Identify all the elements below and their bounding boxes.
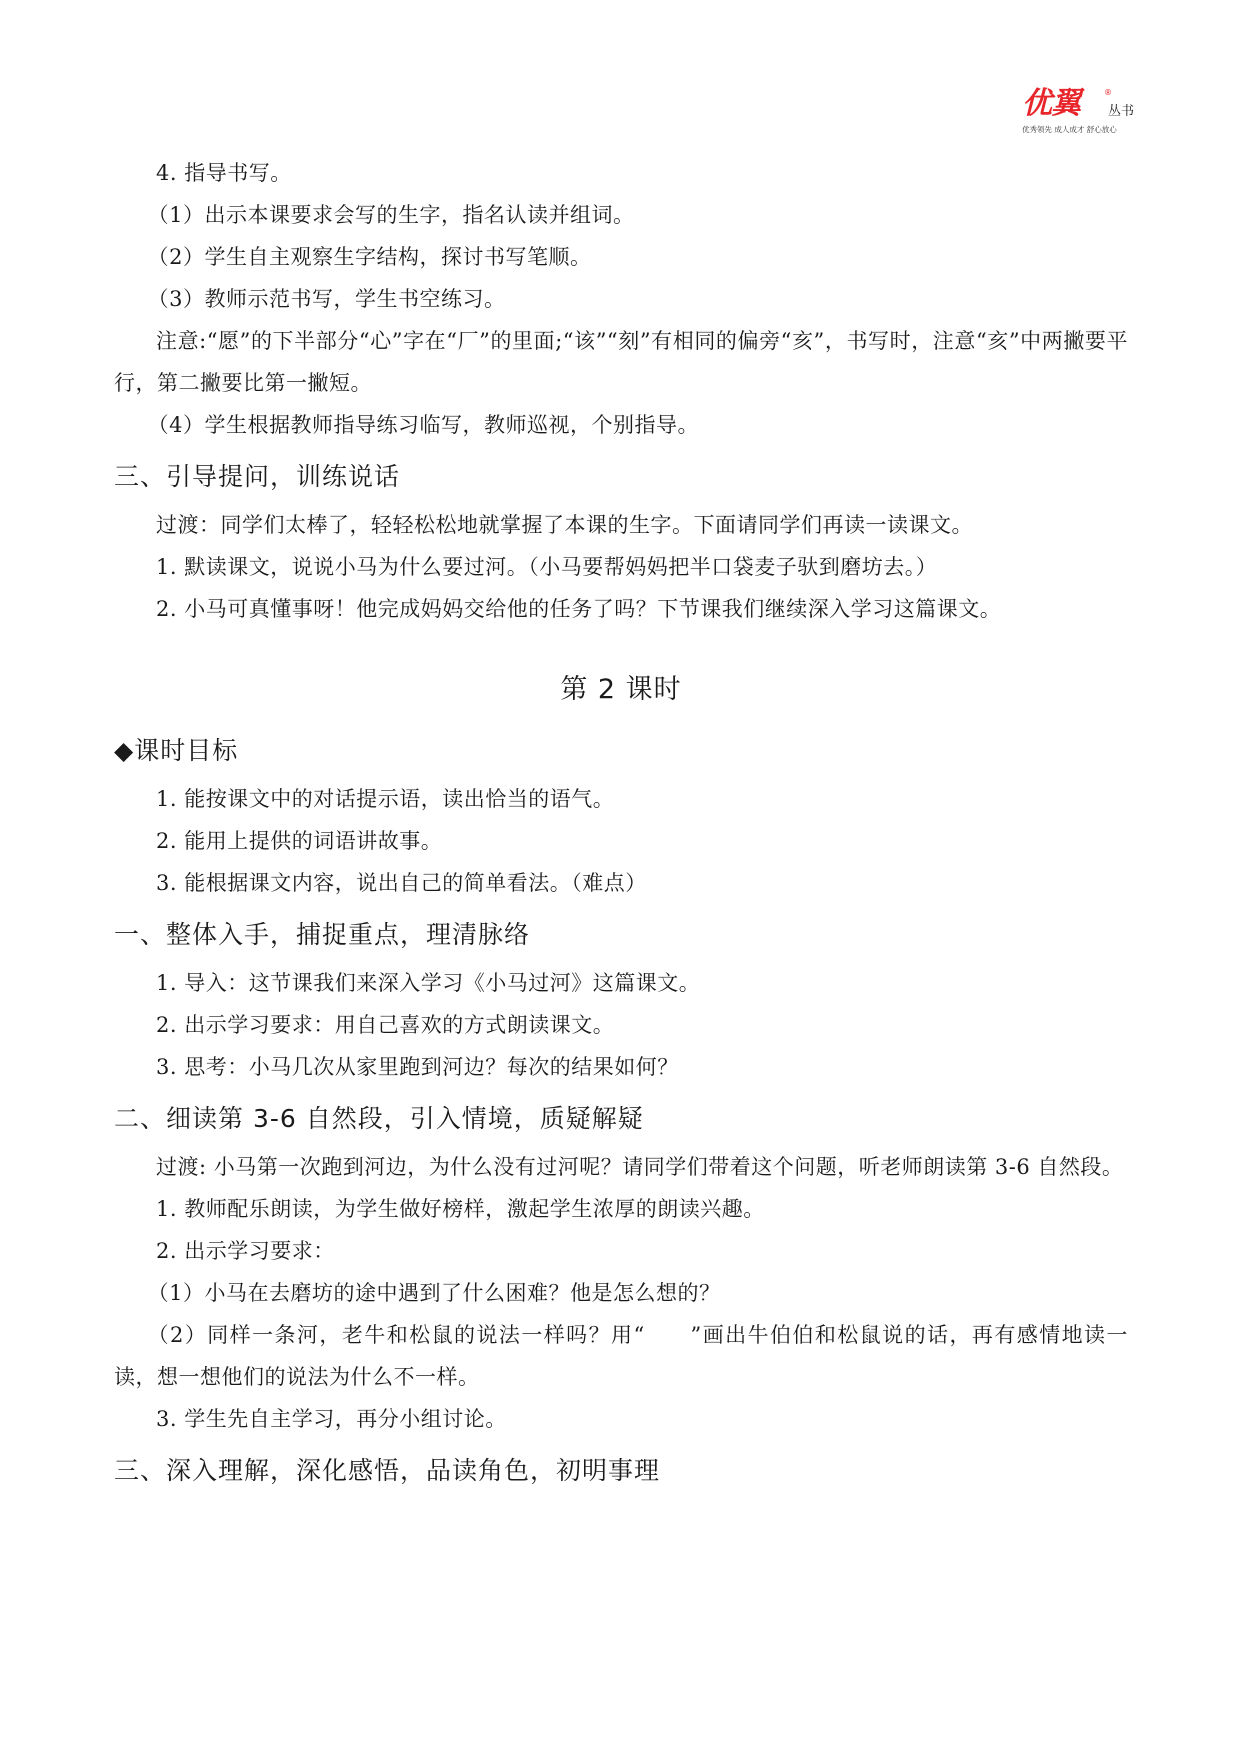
list-item: 3. 学生先自主学习，再分小组讨论。 <box>156 1407 507 1431</box>
goal-item: 3. 能根据课文内容，说出自己的简单看法。（难点） <box>156 871 647 895</box>
logo-slogan: 优秀领先 成人成才 舒心放心 <box>1022 125 1117 134</box>
logo-series: 丛书 <box>1108 104 1135 119</box>
document-body <box>114 152 1128 1498</box>
section-heading-guided-questions: 三、引导提问，训练说话 <box>114 462 401 491</box>
list-sub-item: （1）小马在去磨坊的途中遇到了什么困难？他是怎么想的？ <box>147 1281 721 1305</box>
list-item: 2. 出示学习要求： <box>156 1239 335 1263</box>
logo-brand: 优翼 <box>1022 86 1080 121</box>
writing-guide-sub-2: （2）学生自主观察生字结构，探讨书写笔顺。 <box>147 245 592 269</box>
publisher-logo <box>1022 88 1142 136</box>
writing-guide-item: 4. 指导书写。 <box>156 161 292 185</box>
writing-guide-sub-4: （4）学生根据教师指导练习临写，教师巡视，个别指导。 <box>147 413 699 437</box>
list-item: 1. 教师配乐朗读，为学生做好榜样，激起学生浓厚的朗读兴趣。 <box>156 1197 765 1221</box>
section-heading-deep-understanding: 三、深入理解，深化感悟，品读角色，初明事理 <box>114 1456 661 1485</box>
lesson-title: 第 2 课时 <box>560 674 682 705</box>
writing-guide-sub-1: （1）出示本课要求会写的生字，指名认读并组词。 <box>147 203 635 227</box>
writing-note: 注意:“愿”的下半部分“心”字在“厂”的里面;“该”“刻”有相同的偏旁“亥”，书写时，注意“亥”中两撇要平行，第二撇要比第一撇短。 <box>114 329 1128 395</box>
goal-item: 2. 能用上提供的词语讲故事。 <box>156 829 443 853</box>
list-item: 1. 默读课文，说说小马为什么要过河。（小马要帮妈妈把半口袋麦子驮到磨坊去。） <box>156 555 938 579</box>
goal-item: 1. 能按课文中的对话提示语，读出恰当的语气。 <box>156 787 615 811</box>
logo-registered-mark: ® <box>1104 88 1112 97</box>
list-sub-item: （2）同样一条河，老牛和松鼠的说法一样吗？用“ ”画出牛伯伯和松鼠说的话，再有感情地读一读，想一想他们的说法为什么不一样。 <box>114 1323 1128 1389</box>
section-heading-close-reading: 二、细读第 3-6 自然段，引入情境，质疑解疑 <box>114 1104 644 1133</box>
list-item: 2. 小马可真懂事呀！他完成妈妈交给他的任务了吗？下节课我们继续深入学习这篇课文。 <box>156 597 1002 621</box>
section-heading-overview: 一、整体入手，捕捉重点，理清脉络 <box>114 920 531 949</box>
goals-heading: ◆课时目标 <box>114 736 239 765</box>
list-item: 2. 出示学习要求：用自己喜欢的方式朗读课文。 <box>156 1013 615 1037</box>
list-item: 1. 导入：这节课我们来深入学习《小马过河》这篇课文。 <box>156 971 701 995</box>
list-item: 3. 思考：小马几次从家里跑到河边？每次的结果如何？ <box>156 1055 679 1079</box>
transition-text: 过渡: 小马第一次跑到河边，为什么没有过河呢？请同学们带着这个问题，听老师朗读第 3-6 自然段。 <box>156 1155 1124 1179</box>
transition-text: 过渡：同学们太棒了，轻轻松松地就掌握了本课的生字。下面请同学们再读一读课文。 <box>156 513 973 537</box>
writing-guide-sub-3: （3）教师示范书写，学生书空练习。 <box>147 287 506 311</box>
